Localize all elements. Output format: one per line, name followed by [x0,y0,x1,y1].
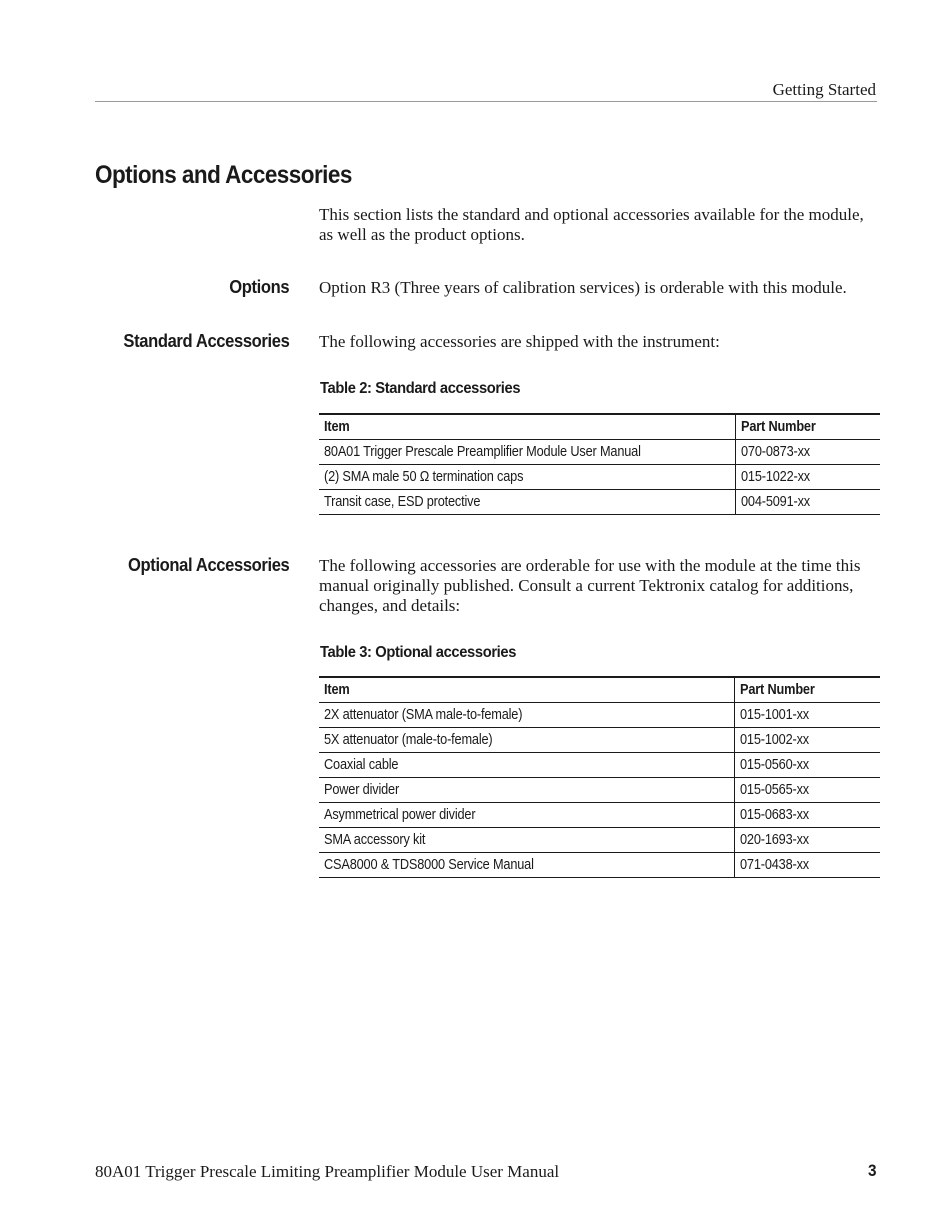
options-paragraph: Option R3 (Three years of calibration services) is orderable with this module. [319,278,847,297]
optional-accessories-paragraph: The following accessories are orderable for use with the module at the time this manual originally published. Consult a current Tektronix catalog for additions, changes, and details: [319,556,861,615]
options-heading: Options [229,277,289,297]
page-number: 3 [867,1161,876,1180]
item-cell: 5X attenuator (male-to-female) [319,728,734,753]
running-header: Getting Started [772,80,876,99]
part-number-cell: 015-1002-xx [734,728,880,753]
table-row [319,465,880,490]
part-number-cell: 071-0438-xx [734,853,880,878]
part-number-cell: 004-5091-xx [736,490,880,515]
column-header-part-number: Part Number [736,414,880,440]
table-row [319,828,880,853]
item-cell: Transit case, ESD protective [319,490,736,515]
column-header-part-number: Part Number [734,677,880,703]
part-number-cell: 070-0873-xx [736,440,880,465]
table-row [319,803,880,828]
optional-table-caption: Table 3: Optional accessories [320,644,517,661]
item-cell: Power divider [319,778,734,803]
column-header-item: Item [319,677,734,703]
table-row [319,853,880,878]
table-header-row [319,414,880,440]
footer-manual-title: 80A01 Trigger Prescale Limiting Preamplifier Module User Manual [95,1162,560,1181]
standard-accessories-paragraph: The following accessories are shipped with the instrument: [319,332,720,351]
table-row [319,778,880,803]
table-header-row [319,677,880,703]
table-row [319,490,880,515]
optional-accessories-heading: Optional Accessories [127,555,289,575]
item-cell: CSA8000 & TDS8000 Service Manual [319,853,734,878]
part-number-cell: 015-0560-xx [734,753,880,778]
table-row [319,728,880,753]
standard-table-caption: Table 2: Standard accessories [320,380,521,397]
standard-accessories-heading: Standard Accessories [123,331,289,351]
part-number-cell: 015-1001-xx [734,703,880,728]
standard-accessories-table [319,413,880,515]
item-cell: SMA accessory kit [319,828,734,853]
intro-paragraph: This section lists the standard and optional accessories available for the module, as well as the product options. [319,205,864,244]
header-rule [95,101,877,102]
part-number-cell: 015-0683-xx [734,803,880,828]
item-cell: 2X attenuator (SMA male-to-female) [319,703,734,728]
item-cell: (2) SMA male 50 Ω termination caps [319,465,736,490]
item-cell: Coaxial cable [319,753,734,778]
table-row [319,703,880,728]
part-number-cell: 015-0565-xx [734,778,880,803]
part-number-cell: 015-1022-xx [736,465,880,490]
column-header-item: Item [319,414,736,440]
item-cell: Asymmetrical power divider [319,803,734,828]
page-title: Options and Accessories [95,161,352,189]
item-cell: 80A01 Trigger Prescale Preamplifier Module User Manual [319,440,736,465]
optional-accessories-table [319,676,880,878]
table-row [319,440,880,465]
table-row [319,753,880,778]
part-number-cell: 020-1693-xx [734,828,880,853]
